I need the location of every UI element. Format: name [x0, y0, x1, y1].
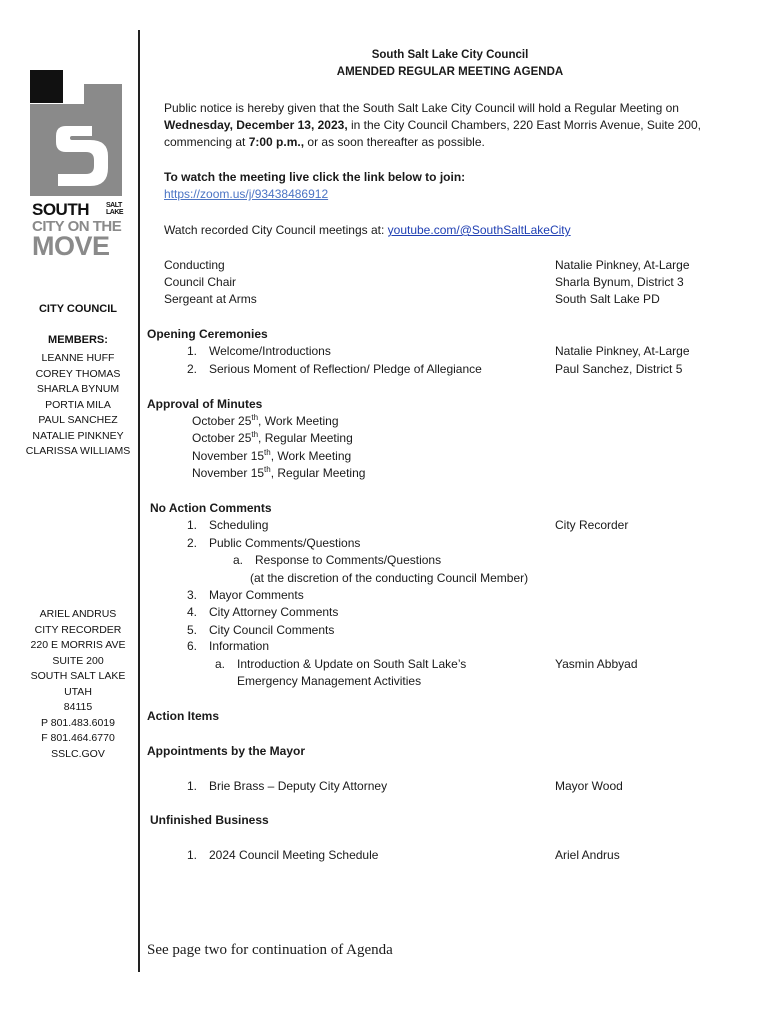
agenda-item: 2. Public Comments/Questions	[187, 536, 361, 550]
agenda-item-presenter: City Recorder	[555, 518, 629, 532]
agenda-item-presenter: Natalie Pinkney, At-Large	[555, 344, 690, 358]
role-name: Sharla Bynum, District 3	[555, 275, 684, 289]
agenda-item: 1. 2024 Council Meeting Schedule	[187, 848, 379, 862]
contact-line: SUITE 200	[52, 654, 104, 667]
logo-city-on-the: CITY ON THE	[32, 218, 122, 235]
section-heading-action-items: Action Items	[147, 709, 220, 723]
logo-s-mark	[30, 104, 122, 196]
members-heading: MEMBERS:	[48, 334, 108, 346]
document-subtitle: AMENDED REGULAR MEETING AGENDA	[336, 66, 564, 78]
agenda-item: 4. City Attorney Comments	[187, 605, 339, 619]
contact-line: UTAH	[64, 685, 92, 698]
logo-word-south: SOUTH SALT LAKE	[32, 200, 124, 219]
contact-line: 84115	[63, 701, 93, 713]
contact-line: F 801.464.6770	[41, 732, 115, 744]
contact-line: ARIEL ANDRUS	[39, 608, 117, 620]
contact-line: P 801.483.6019	[41, 716, 115, 729]
minutes-item: October 25th, Work Meeting	[192, 413, 339, 428]
logo-square	[30, 70, 63, 103]
agenda-note: (at the discretion of the conducting Council Member)	[250, 571, 529, 585]
role-name: Natalie Pinkney, At-Large	[555, 258, 690, 272]
role-label: Conducting	[164, 258, 225, 272]
members-list	[18, 351, 138, 460]
city-council-heading: CITY COUNCIL	[38, 303, 118, 315]
contact-block	[18, 607, 138, 762]
contact-line: 220 E MORRIS AVE	[30, 639, 126, 651]
watch-live-label: To watch the meeting live click the link below to join:	[164, 170, 466, 184]
section-heading-unfinished: Unfinished Business	[150, 813, 269, 827]
agenda-item-presenter: Mayor Wood	[555, 779, 623, 793]
minutes-item: November 15th, Regular Meeting	[192, 465, 366, 480]
role-name: South Salt Lake PD	[555, 292, 660, 306]
contact-line: CITY RECORDER	[34, 623, 122, 636]
agenda-item: 1. Scheduling	[187, 518, 269, 532]
zoom-link[interactable]: https://zoom.us/j/93438486912	[164, 187, 329, 201]
agenda-item: 1. Welcome/Introductions	[187, 344, 331, 358]
agenda-item: 5. City Council Comments	[187, 623, 335, 637]
member-name: COREY THOMAS	[35, 367, 121, 380]
public-notice: Public notice is hereby given that the South Salt Lake City Council will hold a Regular Meeting on Wednesday, December 13, 2023, in the City Council Chambers, 220 East Morris Avenue, Suite 200, commencing at 7:00 p.m., or as soon thereafter as possible.	[164, 101, 701, 149]
agenda-subitem: a. Response to Comments/Questions	[233, 553, 442, 567]
logo-move: MOVE	[32, 231, 110, 261]
website-link[interactable]: SSLC.GOV	[51, 747, 105, 760]
member-name: SHARLA BYNUM	[36, 383, 120, 395]
section-heading-minutes: Approval of Minutes	[147, 397, 263, 411]
agenda-item: 3. Mayor Comments	[187, 588, 304, 602]
role-label: Council Chair	[164, 275, 237, 289]
agenda-item-presenter: Ariel Andrus	[555, 848, 620, 862]
agenda-note: Emergency Management Activities	[237, 674, 422, 688]
sidebar-divider	[138, 30, 140, 972]
agenda-item: 2. Serious Moment of Reflection/ Pledge of Allegiance	[187, 362, 482, 376]
member-name: CLARISSA WILLIAMS	[25, 445, 131, 457]
member-name: PAUL SANCHEZ	[38, 414, 118, 426]
member-name: LEANNE HUFF	[41, 352, 115, 364]
section-heading-opening: Opening Ceremonies	[147, 327, 268, 341]
youtube-link[interactable]: youtube.com/@SouthSaltLakeCity	[387, 223, 571, 237]
agenda-item-presenter: Paul Sanchez, District 5	[555, 362, 683, 376]
recorded-meetings: Watch recorded City Council meetings at: youtube.com/@SouthSaltLakeCity	[164, 223, 571, 237]
agenda-subitem: a. Introduction & Update on South Salt Lake’s	[215, 657, 467, 671]
logo-bar	[84, 84, 122, 104]
minutes-item: November 15th, Work Meeting	[192, 448, 352, 463]
contact-line: SOUTH SALT LAKE	[30, 670, 126, 682]
section-heading-no-action: No Action Comments	[150, 501, 272, 515]
section-heading-appointments: Appointments by the Mayor	[147, 744, 306, 758]
agenda-item: 1. Brie Brass – Deputy City Attorney	[187, 779, 388, 793]
agenda-item: 6. Information	[187, 639, 270, 653]
document-title: South Salt Lake City Council	[371, 49, 529, 61]
minutes-item: October 25th, Regular Meeting	[192, 430, 353, 445]
agenda-item-presenter: Yasmin Abbyad	[555, 657, 638, 671]
member-name: PORTIA MILA	[45, 398, 111, 411]
role-label: Sergeant at Arms	[164, 292, 257, 306]
member-name: NATALIE PINKNEY	[32, 429, 124, 442]
continuation-note: See page two for continuation of Agenda	[147, 942, 393, 958]
